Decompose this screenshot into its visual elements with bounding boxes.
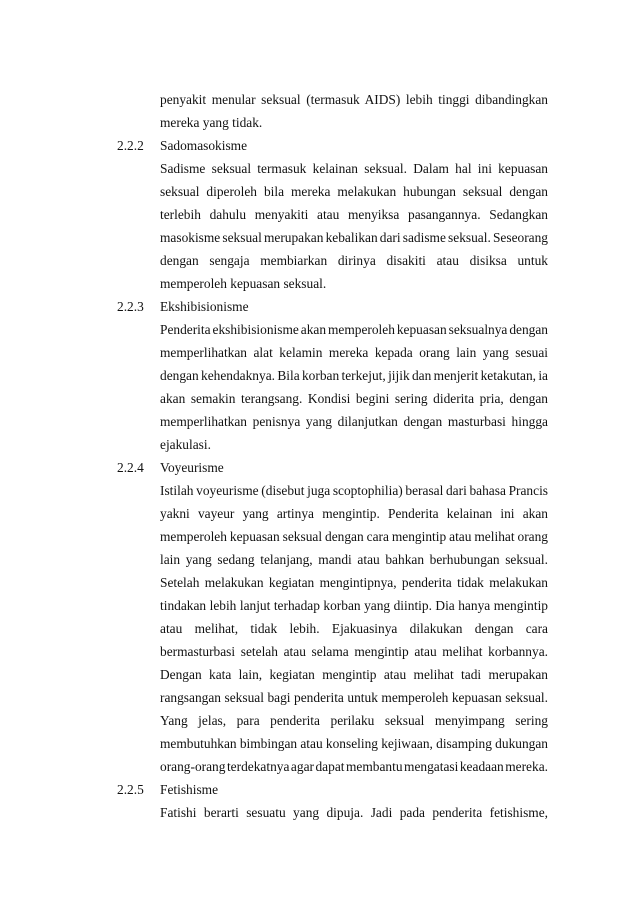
paragraph-line: atau melihat, tidak lebih. Ejakuasinya dilakukan dengan cara	[160, 621, 548, 636]
paragraph-line: tindakan lebih lanjut terhadap korban yang diintip. Dia hanya mengintip	[160, 598, 548, 613]
section-number: 2.2.3	[117, 299, 144, 314]
section-title: Fetishisme	[160, 782, 219, 797]
section-number: 2.2.5	[117, 782, 144, 797]
paragraph-line: Setelah melakukan kegiatan mengintipnya, penderita tidak melakukan	[160, 575, 548, 590]
paragraph-line: dengan sengaja membiarkan dirinya disakiti atau disiksa untuk	[160, 253, 548, 268]
paragraph-line: Fatishi berarti sesuatu yang dipuja. Jadi pada penderita fetishisme,	[160, 805, 548, 820]
paragraph-line: mereka yang tidak.	[160, 115, 263, 130]
paragraph-line: dengan kehendaknya. Bila korban terkejut, jijik dan menjerit ketakutan, ia	[160, 368, 548, 383]
paragraph-line: Istilah voyeurisme (disebut juga scoptophilia) berasal dari bahasa Prancis	[160, 483, 548, 498]
section-number: 2.2.2	[117, 138, 144, 153]
section-title: Ekshibisionisme	[160, 299, 249, 314]
paragraph-line: lain yang sedang telanjang, mandi atau bahkan berhubungan seksual.	[160, 552, 548, 567]
section-title: Sadomasokisme	[160, 138, 248, 153]
paragraph-line: penyakit menular seksual (termasuk AIDS) lebih tinggi dibandingkan	[160, 92, 548, 107]
paragraph-line: memperoleh kepuasan seksual.	[160, 276, 327, 291]
section-number: 2.2.4	[117, 460, 144, 475]
paragraph-line: ejakulasi.	[160, 437, 211, 452]
paragraph-line: Penderita ekshibisionisme akan memperoleh kepuasan seksualnya dengan	[160, 322, 548, 337]
paragraph-line: memperlihatkan alat kelamin mereka kepada orang lain yang sesuai	[160, 345, 548, 360]
paragraph-line: orang-orang terdekatnya agar dapat membantu mengatasi keadaan mereka.	[160, 759, 548, 774]
paragraph-line: memperoleh kepuasan seksual dengan cara mengintip atau melihat orang	[160, 529, 548, 544]
paragraph-line: membutuhkan bimbingan atau konseling kejiwaan, disamping dukungan	[160, 736, 548, 751]
section-title: Voyeurisme	[160, 460, 224, 475]
paragraph-line: akan semakin terangsang. Kondisi begini sering diderita pria, dengan	[160, 391, 548, 406]
paragraph-line: memperlihatkan penisnya yang dilanjutkan dengan masturbasi hingga	[160, 414, 548, 429]
paragraph-line: bermasturbasi setelah atau selama mengintip atau melihat korbannya.	[160, 644, 548, 659]
paragraph-line: yakni vayeur yang artinya mengintip. Penderita kelainan ini akan	[160, 506, 548, 521]
paragraph-line: Yang jelas, para penderita perilaku seksual menyimpang sering	[160, 713, 548, 728]
paragraph-line: rangsangan seksual bagi penderita untuk memperoleh kepuasan seksual.	[160, 690, 548, 705]
paragraph-line: terlebih dahulu menyakiti atau menyiksa pasangannya. Sedangkan	[160, 207, 548, 222]
paragraph-line: masokisme seksual merupakan kebalikan dari sadisme seksual. Seseorang	[160, 230, 548, 245]
paragraph-line: seksual diperoleh bila mereka melakukan hubungan seksual dengan	[160, 184, 548, 199]
paragraph-line: Sadisme seksual termasuk kelainan seksual. Dalam hal ini kepuasan	[160, 161, 548, 176]
paragraph-line: Dengan kata lain, kegiatan mengintip atau melihat tadi merupakan	[160, 667, 548, 682]
